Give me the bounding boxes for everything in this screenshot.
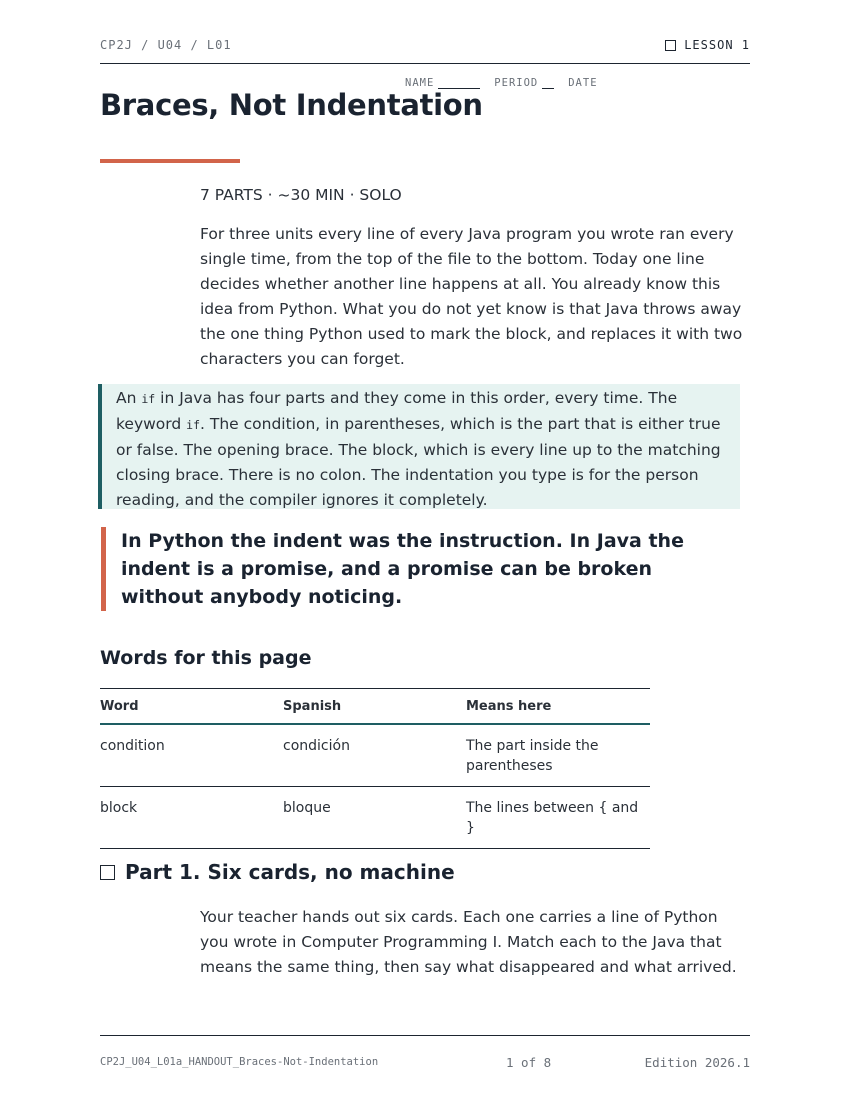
col-spanish: Spanish [283, 689, 466, 725]
table-row [100, 724, 650, 787]
part-1-body: Your teacher hands out six cards. Each one carries a line of Python you wrote in Computer Programming I. Match each to the Java that means the same thing, then say what disappeared and what arrived. [200, 908, 737, 976]
vocab-spanish: bloque [283, 787, 466, 849]
header-rule [100, 63, 750, 64]
callout-text-1: An [116, 389, 142, 407]
col-means-here: Means here [466, 689, 650, 725]
table-row [100, 787, 650, 849]
vocab-header-row [100, 689, 650, 725]
period-label: PERIOD [494, 77, 539, 89]
part-1-checkbox[interactable] [100, 865, 115, 880]
part-1-heading [100, 860, 455, 884]
lesson-text: LESSON 1 [684, 38, 750, 52]
footer-filename: CP2J_U04_L01a_HANDOUT_Braces-Not-Indentation [100, 1056, 379, 1068]
vocab-meaning: The part inside the parentheses [466, 724, 650, 787]
pull-quote: In Python the indent was the instruction. In Java the indent is a promise, and a promise can be broken without anybody noticing. [101, 527, 721, 611]
vocab-word: condition [100, 724, 283, 787]
if-structure-callout [98, 384, 740, 509]
intro-paragraph: For three units every line of every Java program you wrote ran every single time, from the top of the file to the bottom. Today one line decides whether another line happens at all. You already know this idea from Python. What you do not yet know is that Java throws away the one thing Python used to mark the block, and replaces it with two characters you can forget. [200, 225, 743, 368]
lesson-checkbox[interactable] [665, 40, 676, 51]
date-label: DATE [568, 77, 598, 89]
callout-text-3: . The condition, in parentheses, which is the part that is either true or false. The opening brace. The block, which is every line up to the matching closing brace. There is no colon. The indentation you type is for the person reading, and the compiler ignores it completely. [116, 415, 721, 509]
vocab-spanish: condición [283, 724, 466, 787]
col-word: Word [100, 689, 283, 725]
lesson-meta: 7 PARTS · ~30 MIN · SOLO [200, 186, 402, 204]
name-label: NAME [405, 77, 435, 89]
callout-text-2: in Java has four parts and they come in this order, every time. The keyword [116, 389, 678, 433]
vocab-heading: Words for this page [100, 647, 312, 669]
breadcrumb: CP2J / U04 / L01 [100, 38, 232, 52]
part-1-title: Part 1. Six cards, no machine [125, 860, 455, 884]
callout-code-if-2: if [186, 418, 201, 432]
footer-page-number: 1 of 8 [506, 1055, 552, 1070]
footer-edition: Edition 2026.1 [644, 1055, 750, 1070]
callout-code-if-1: if [141, 392, 156, 406]
vocab-table [100, 688, 650, 849]
period-field[interactable] [542, 78, 554, 89]
footer-rule [100, 1035, 750, 1036]
lesson-label [665, 38, 750, 52]
title-accent-bar [100, 159, 240, 163]
vocab-word: block [100, 787, 283, 849]
page-title: Braces, Not Indentation [100, 88, 483, 122]
vocab-meaning: The lines between { and } [466, 787, 650, 849]
